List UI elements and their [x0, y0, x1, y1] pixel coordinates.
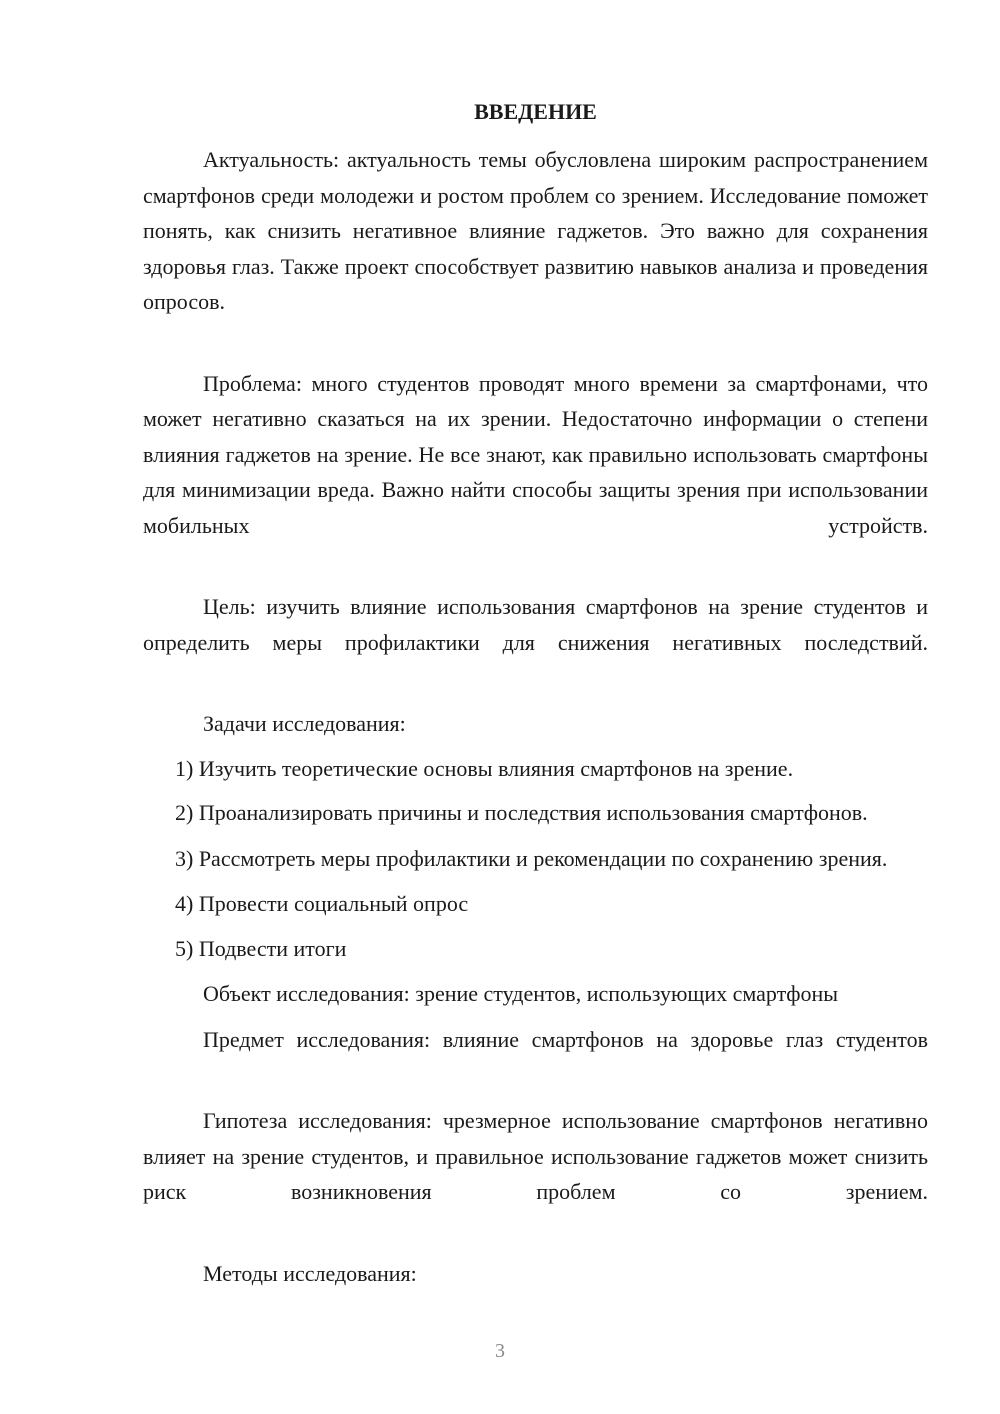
task-item-4: 4) Провести социальный опрос — [175, 891, 469, 916]
task-item-1: 1) Изучить теоретические основы влияния смартфонов на зрение. — [175, 755, 794, 781]
problem-paragraph: Проблема: много студентов проводят много времени за смартфонами, что может негативно сказаться на их зрении. Недостаточно информации о степени влияния гаджетов на зрение. Не все знают, как правильно использовать смартфоны для минимизации вреда. Важно найти способы защиты зрения при использовании мобильных устройств. — [143, 370, 928, 538]
page-number: 3 — [495, 1340, 505, 1362]
subject-paragraph: Предмет исследования: влияние смартфонов на здоровье глаз студентов — [203, 1026, 928, 1052]
hypothesis-paragraph: Гипотеза исследования: чрезмерное использование смартфонов негативно влияет на зрение студентов, и правильное использование гаджетов может снизить риск возникновения проблем со зрением. — [143, 1108, 928, 1204]
object-paragraph: Объект исследования: зрение студентов, использующих смартфоны — [203, 981, 839, 1006]
task-item-5: 5) Подвести итоги — [175, 935, 347, 961]
document-body — [143, 142, 928, 1291]
relevance-paragraph: Актуальность: актуальность темы обусловлена широким распространением смартфонов среди молодежи и ростом проблем со зрением. Исследование поможет понять, как снизить негативное влияние гаджетов. Это важно для сохранения здоровья глаз. Также проект способствует развитию навыков анализа и проведения опросов. — [143, 147, 928, 314]
section-heading: ВВЕДЕНИЕ — [474, 99, 597, 124]
task-item-3: 3) Рассмотреть меры профилактики и рекомендации по сохранению зрения. — [175, 845, 888, 871]
tasks-title: Задачи исследования: — [203, 711, 406, 736]
task-item-2: 2) Проанализировать причины и последствия использования смартфонов. — [175, 800, 868, 825]
goal-paragraph: Цель: изучить влияние использования смартфонов на зрение студентов и определить меры профилактики для снижения негативных последствий. — [143, 594, 928, 655]
methods-title: Методы исследования: — [203, 1260, 417, 1286]
